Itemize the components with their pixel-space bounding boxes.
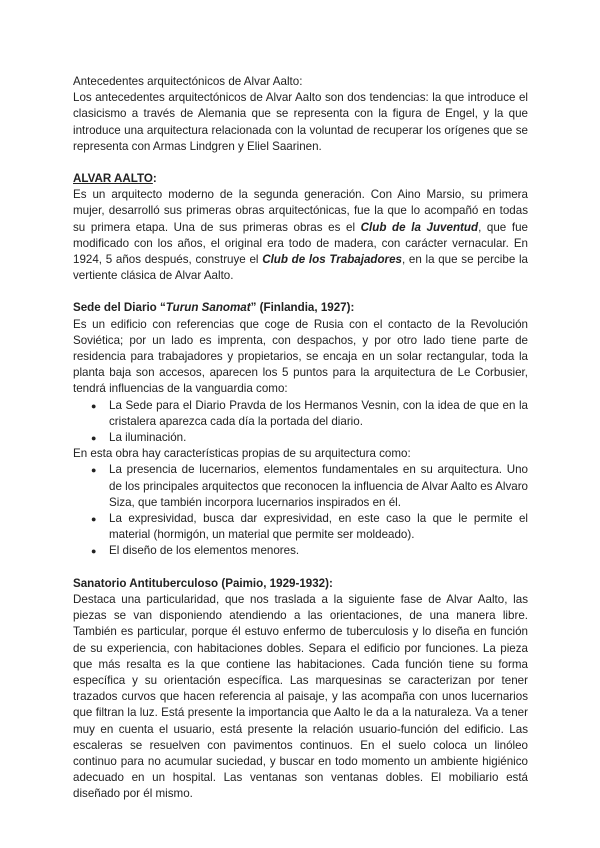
list-item: ● La iluminación.: [109, 430, 528, 446]
paimio-body: Destaca una particularidad, que nos traslada a la siguiente fase de Alvar Aalto, las piezas se van disponiendo atendiendo a las orientaciones, de una manera libre. También es particular, porque él estuvo enfermo de tuberculosis y lo diseña en función de su experiencia, con habitaciones dobles. Separa el edificio por funciones. La pieza que más resalta es la que contiene las habitaciones. Cada función tiene su forma específica y su orientación específica. Las marquesinas se caracterizan por tener trazados curvos que hacen referencia al paisaje, y las acompaña con unos lucernarios que filtran la luz. Está presente la importancia que Aalto le da a la naturaleza. Va a tener muy en cuenta el usuario, está presente la relación usuario-función del edificio. Las escaleras se resuelven con pavimentos continuos. En el suelo coloca un linóleo continuo para no acumular suciedad, y buscar en todo momento un ambiente higiénico adecuado en un hospital. Las ventanas son ventanas dobles. El mobiliario está diseñado por él mismo.: [73, 592, 528, 801]
turun-heading-italic: Turun Sanomat: [165, 301, 251, 315]
paimio-heading: Sanatorio Antituberculoso (Paimio, 1929-1932):: [73, 576, 333, 590]
club-juventud: Club de la Juventud: [360, 220, 479, 234]
turun-middle: En esta obra hay características propias de su arquitectura como:: [73, 447, 411, 461]
aalto-heading-colon: :: [152, 172, 157, 186]
intro-title: Antecedentes arquitectónicos de Alvar Aalto:: [73, 75, 303, 88]
list-item: ● La presencia de lucernarios, elementos fundamentales en su arquitectura. Uno de los principales arquitectos que reconocen la influencia de Alvar Aalto es Alvaro Siza, que también incorpora lucernarios inspirados en él.: [109, 462, 528, 511]
club-trabajadores: Club de los Trabajadores: [262, 253, 402, 267]
turun-heading-a: Sede del Diario “: [73, 301, 166, 315]
turun-list-2: [73, 462, 528, 559]
list-item: ● El diseño de los elementos menores.: [109, 543, 528, 559]
turun-heading: [73, 300, 528, 316]
intro-body: Los antecedentes arquitectónicos de Alvar Aalto son dos tendencias: la que introduce el clasicismo a través de Alemania que se representa con la figura de Engel, y la que introduce una arquitectura relacionada con la voluntad de recuperar los orígenes que se representa con Armas Lindgren y Eliel Saarinen.: [73, 91, 528, 153]
aalto-heading-text: ALVAR AALTO: [73, 172, 153, 186]
list-item: ● La expresividad, busca dar expresividad, en este caso la que le permite el material (hormigón, un material que permite ser moldeado).: [109, 511, 528, 543]
list-item: ● La Sede para el Diario Pravda de los Hermanos Vesnin, con la idea de que en la cristalera aparezca cada día la portada del diario.: [109, 398, 528, 430]
turun-list-1: [73, 398, 528, 447]
aalto-text-a: Es un arquitecto moderno de la segunda generación. Con Aino Marsio, su primera mujer, desarrolló sus primeras obras arquitectónicas, fue la que lo acompañó en todas su primera etapa. Una de sus primeras obras es el: [73, 188, 528, 234]
aalto-text-c: , en la que se percibe la vertiente clásica de Alvar Aalto.: [73, 253, 528, 283]
aalto-body: [73, 187, 528, 284]
turun-heading-b: ” (Finlandia, 1927):: [250, 301, 355, 315]
aalto-heading: [73, 171, 528, 187]
turun-body: Es un edificio con referencias que coge de Rusia con el contacto de la Revolución Soviética; por un lado es imprenta, con despachos, y por otro lado tiene parte de residencia para trabajadores y propietarios, se encaja en un solar rectangular, toda la planta baja son accesos, aparecen los 5 puntos para la arquitectura de Le Corbusier, tendrá influencias de la vanguardia como:: [73, 317, 528, 396]
aalto-text-b: , que fue modificado con los años, el original era todo de madera, con carácter vernacular. En 1924, 5 años después, construye el: [73, 220, 529, 267]
document-page: [73, 74, 528, 803]
